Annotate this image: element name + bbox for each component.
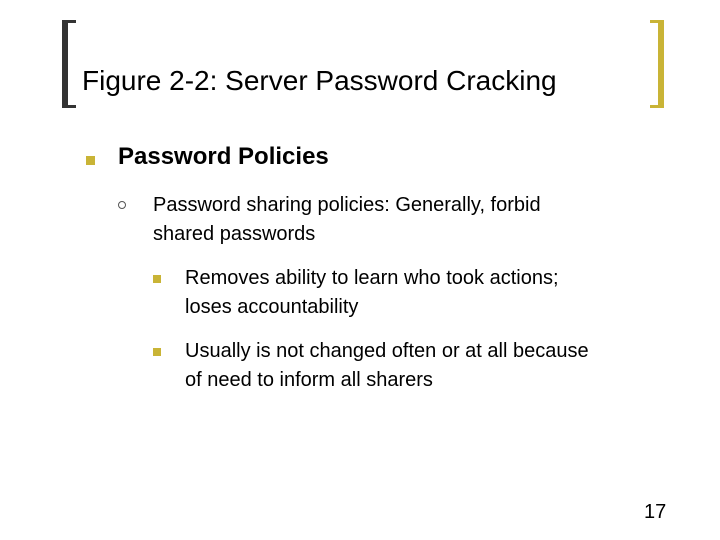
level3-bullet-icon xyxy=(153,348,161,356)
level2-bullet-icon xyxy=(118,201,126,209)
slide-title: Figure 2-2: Server Password Cracking xyxy=(82,65,557,96)
level2-text-line1: Password sharing policies: Generally, forbid xyxy=(153,194,541,216)
page-number: 17 xyxy=(644,501,667,523)
level1-bullet-icon xyxy=(86,156,95,165)
level3-bullet-icon xyxy=(153,275,161,283)
title-bracket-right xyxy=(650,20,664,108)
level3-item-1-line2: loses accountability xyxy=(185,296,359,318)
title-bracket-left xyxy=(62,20,76,108)
level2-text-line2: shared passwords xyxy=(153,223,316,245)
level1-text: Password Policies xyxy=(118,143,329,170)
level3-item-2-line2: of need to inform all sharers xyxy=(185,369,433,391)
level3-item-2-line1: Usually is not changed often or at all because xyxy=(185,340,589,362)
level3-item-1-line1: Removes ability to learn who took actions; xyxy=(185,267,559,289)
